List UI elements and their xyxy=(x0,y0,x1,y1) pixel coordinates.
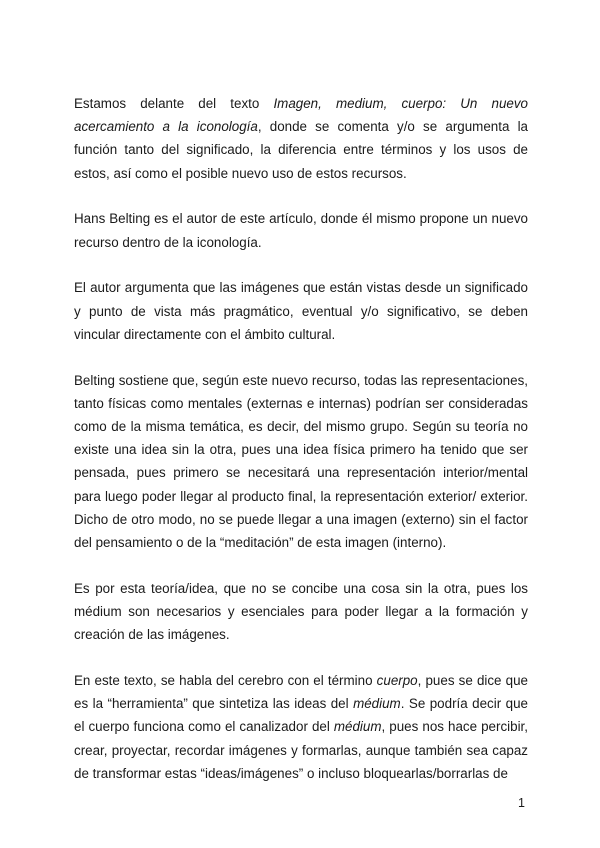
paragraph-6-italic-medium-1: médium xyxy=(353,696,401,712)
paragraph-3 xyxy=(74,276,528,346)
paragraph-1-text: Estamos delante del texto xyxy=(74,96,274,111)
paragraph-4-text: Belting sostiene que, según este nuevo recurso, todas las representaciones, tanto físicas como mentales (externas e internas) podrían ser consideradas como de la misma temática, es decir, del mismo grupo. Según su teoría no existe una idea sin la otra, pues una idea física primero ha tenido que ser pensada, pues primero se necesitará una representación interior/mental para luego poder llegar al producto final, la representación exterior/ exterior. Dicho de otro modo, no se puede llegar a una imagen (externo) sin el factor del pensamiento o de la “meditación” de esta imagen (interno). xyxy=(74,372,528,551)
paragraph-6 xyxy=(74,669,528,785)
paragraph-6-italic-cuerpo: cuerpo xyxy=(376,673,418,689)
paragraph-1-title-italic: Imagen, medium, cuerpo: Un nuevo acercamiento a la iconología xyxy=(74,96,528,135)
document-body xyxy=(74,92,528,808)
paragraph-6-italic-medium-2: médium xyxy=(333,719,382,735)
paragraph-4 xyxy=(74,369,528,555)
paragraph-6-text-3: . Se podría decir que el cuerpo funciona como el canalizador del xyxy=(74,696,528,735)
paragraph-6-text: En este texto, se habla del cerebro con el término xyxy=(74,673,377,689)
paragraph-1-text-cont: , donde se comenta y/o se argumenta la función tanto del significado, la diferencia entre términos y los usos de estos, así como el posible nuevo uso de estos recursos. xyxy=(74,119,528,181)
paragraph-6-text-2: , pues se dice que es la “herramienta” que sintetiza las ideas del xyxy=(74,673,528,712)
paragraph-1 xyxy=(74,92,528,185)
paragraph-2 xyxy=(74,207,528,253)
paragraph-5 xyxy=(74,577,528,647)
paragraph-3-text: El autor argumenta que las imágenes que están vistas desde un significado y punto de vista más pragmático, eventual y/o significativo, se deben vincular directamente con el ámbito cultural. xyxy=(74,280,528,342)
page-number: 1 xyxy=(518,796,525,810)
paragraph-5-text: Es por esta teoría/idea, que no se concibe una cosa sin la otra, pues los médium son necesarios y esenciales para poder llegar a la formación y creación de las imágenes. xyxy=(74,580,528,643)
paragraph-2-text: Hans Belting es el autor de este artículo, donde él mismo propone un nuevo recurso dentro de la iconología. xyxy=(74,211,528,250)
paragraph-6-text-4: , pues nos hace percibir, crear, proyectar, recordar imágenes y formarlas, aunque también sea capaz de transformar estas “ideas/imágenes” o incluso bloquearlas/borrarlas de xyxy=(74,719,528,781)
